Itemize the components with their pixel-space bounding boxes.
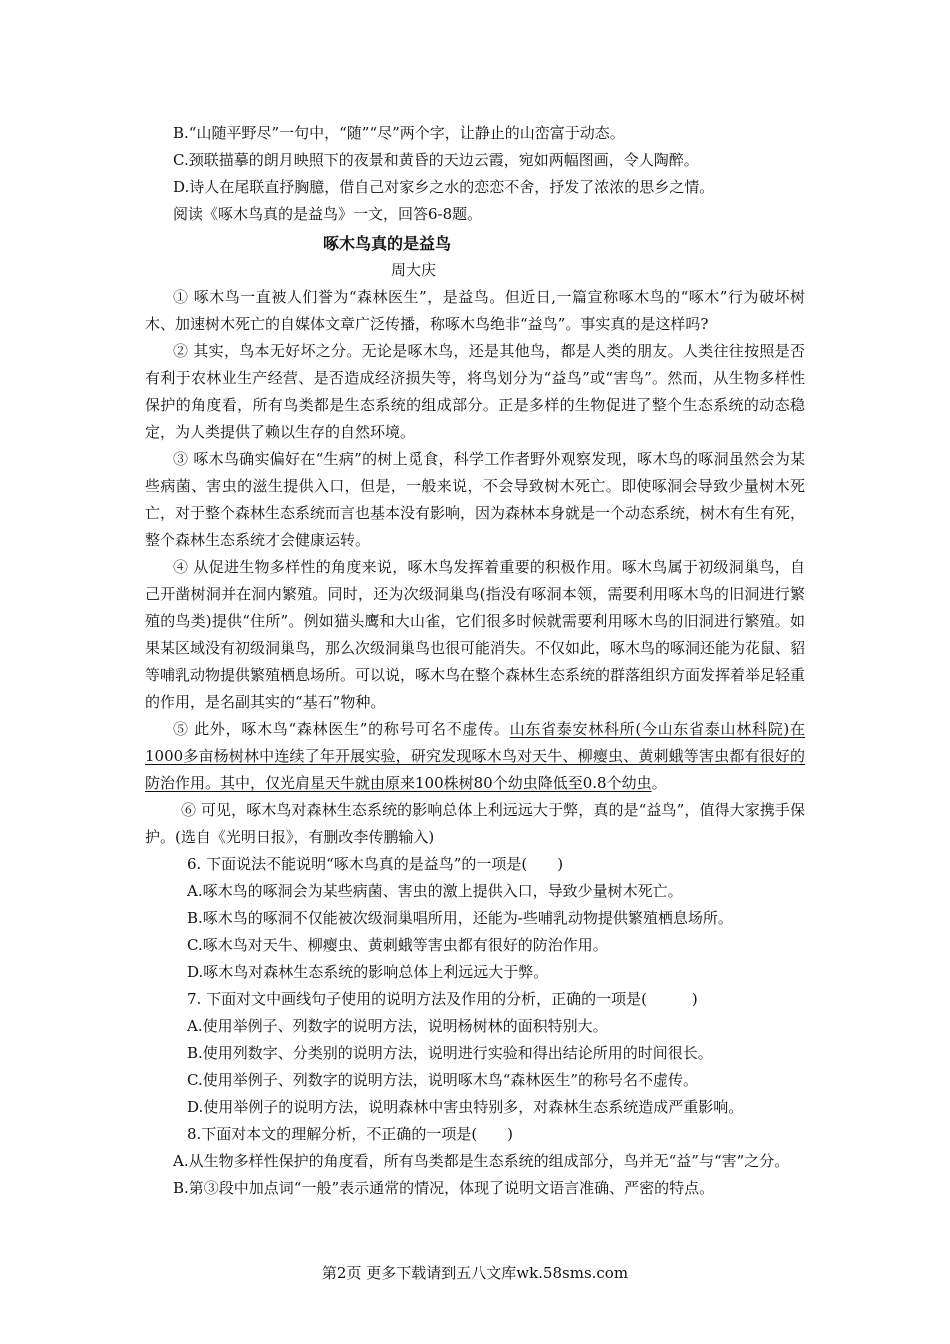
question-7-option-d: D.使用举例子的说明方法，说明森林中害虫特别多，对森林生态系统造成严重影响。 xyxy=(187,1098,744,1116)
page-footer: 第2页 更多下载请到五八文库wk.58sms.com xyxy=(321,1264,629,1282)
paragraph-5-lead: ⑤ 此外，啄木鸟“森林医生”的称号可名不虚传。 xyxy=(173,720,510,738)
article-paragraph-4: ④ 从促进生物多样性的角度来说，啄木鸟发挥着重要的积极作用。啄木鸟属于初级洞巢鸟，自己开凿树洞并在洞内繁殖。同时，还为次级洞巢鸟(指没有啄洞本领，需要利用啄木鸟的旧洞进行繁殖的鸟类)提供“住所”。例如猫头鹰和大山雀，它们很多时候就需要利用啄木鸟的旧洞进行繁殖。如果某区域没有初级洞巢鸟，那么次级洞巢鸟也很可能消失。不仅如此，啄木鸟的啄洞还能为花鼠、貂等哺乳动物提供繁殖栖息场所。可以说，啄木鸟在整个森林生态系统的群落组织方面发挥着举足轻重的作用，是名副其实的“基石”物种。 xyxy=(145,558,806,711)
question-7-option-c: C.使用举例子、列数字的说明方法，说明啄木鸟“森林医生”的称号名不虚传。 xyxy=(187,1071,699,1089)
article-paragraph-3: ③ 啄木鸟确实偏好在“生病”的树上觅食，科学工作者野外观察发现，啄木鸟的啄洞虽然会为某些病菌、害虫的滋生提供入口，但是，一般来说，不会导致树木死亡。即使啄洞会导致少量树木死亡，对于整个森林生态系统而言也基本没有影响，因为森林本身就是一个动态系统，树木有生有死，整个森林生态系统才会健康运转。 xyxy=(145,450,806,549)
question-8-option-b: B.第③段中加点词“一般”表示通常的情况，体现了说明文语言准确、严密的特点。 xyxy=(173,1179,715,1197)
article-paragraph-5 xyxy=(145,716,805,797)
question-7-option-a: A.使用举例子、列数字的说明方法，说明杨树林的面积特别大。 xyxy=(187,1017,608,1035)
underlined-sentence: 山东省泰安林科所(今山东省泰山林科院)在1000多亩杨树林中连续了年开展实验，研究发现啄木鸟对天牛、柳瘿虫、黄刺蛾等害虫都有很好的防治作用。其中，仅光肩星天牛就由原来100株树80个幼虫降低至0.8个幼虫 xyxy=(145,720,805,792)
question-8-stem: 8.下面对本文的理解分析，不正确的一项是( ) xyxy=(187,1125,514,1143)
prev-option-b: B.“山随平野尽”一句中，“随”“尽”两个字，让静止的山峦富于动态。 xyxy=(173,124,625,142)
prev-option-d: D.诗人在尾联直抒胸臆，借自己对家乡之水的恋恋不舍，抒发了浓浓的思乡之情。 xyxy=(173,178,715,196)
article-title: 啄木鸟真的是益鸟 xyxy=(323,234,452,253)
question-6-option-a: A.啄木鸟的啄洞会为某些病菌、害虫的激上提供入口，导致少量树木死亡。 xyxy=(187,882,683,900)
question-6-option-d: D.啄木鸟对森林生态系统的影响总体上利远远大于弊。 xyxy=(187,963,549,981)
reading-intro: 阅读《啄木鸟真的是益鸟》一文，回答6-8题。 xyxy=(173,205,483,223)
question-6-option-b: B.啄木鸟的啄洞不仅能被次级洞巢唱所用，还能为-些哺乳动物提供繁殖栖息场所。 xyxy=(187,909,733,927)
question-6-option-c: C.啄木鸟对天牛、柳瘿虫、黄刺蛾等害虫都有很好的防治作用。 xyxy=(187,936,608,954)
article-author: 周大庆 xyxy=(391,261,437,279)
prev-option-c: C.颈联描摹的朗月映照下的夜景和黄昏的天边云霞，宛如两幅图画，令人陶醉。 xyxy=(173,151,699,169)
paragraph-5-end: 。 xyxy=(651,774,667,792)
page-content xyxy=(145,120,805,1202)
question-7-option-b: B.使用列数字、分类别的说明方法，说明进行实验和得出结论所用的时间很长。 xyxy=(187,1044,713,1062)
question-7-stem: 7. 下面对文中画线句子使用的说明方法及作用的分析，正确的一项是( ) xyxy=(187,990,698,1008)
article-paragraph-1: ① 啄木鸟一直被人们誉为“森林医生”，是益鸟。但近日,一篇宣称啄木鸟的“啄木”行为破坏树木、加速树木死亡的自媒体文章广泛传播，称啄木鸟绝非“益鸟”。事实真的是这样吗? xyxy=(145,288,805,333)
article-paragraph-6: ⑥ 可见，啄木鸟对森林生态系统的影响总体上利远远大于弊，真的是“益鸟”，值得大家携手保护。(选自《光明日报》，有删改李传鹏输入) xyxy=(145,801,805,846)
article-paragraph-2: ② 其实，鸟本无好坏之分。无论是啄木鸟，还是其他鸟，都是人类的朋友。人类往往按照是否有利于农林业生产经营、是否造成经济损失等，将鸟划分为“益鸟”或“害鸟”。然而，从生物多样性保护的角度看，所有鸟类都是生态系统的组成部分。正是多样的生物促进了整个生态系统的动态稳定，为人类提供了赖以生存的自然环境。 xyxy=(145,342,805,441)
question-6-stem: 6. 下面说法不能说明“啄木鸟真的是益鸟”的一项是( ) xyxy=(187,855,564,873)
question-8-option-a: A.从生物多样性保护的角度看，所有鸟类都是生态系统的组成部分，鸟并无“益”与“害”之分。 xyxy=(173,1152,790,1170)
